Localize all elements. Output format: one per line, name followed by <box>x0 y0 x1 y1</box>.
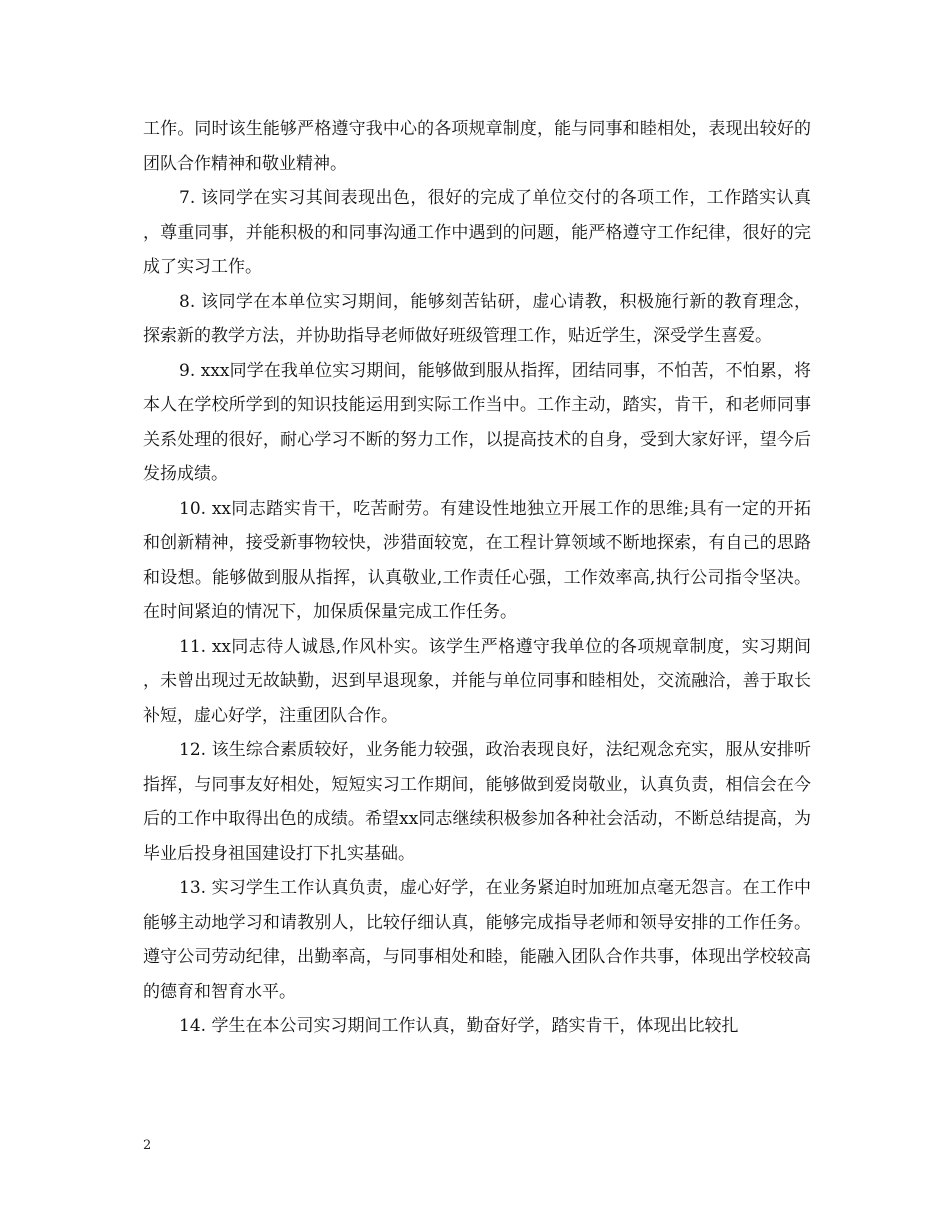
paragraph: 11. xx同志待人诚恳,作风朴实。该学生严格遵守我单位的各项规章制度，实习期间，未曾出现过无故缺勤，迟到早退现象，并能与单位同事和睦相处，交流融洽，善于取长补短，虚心好学，注重团队合作。 <box>143 636 811 726</box>
paragraph: 10. xx同志踏实肯干，吃苦耐劳。有建设性地独立开展工作的思维;具有一定的开拓和创新精神，接受新事物较快，涉猎面较宽，在工程计算领域不断地探索，有自己的思路和设想。能够做到服从指挥，认真敬业,工作责任心强，工作效率高,执行公司指令坚决。在时间紧迫的情况下，加保质保量完成工作任务。 <box>143 498 811 622</box>
paragraph: 13. 实习学生工作认真负责，虚心好学，在业务紧迫时加班加点毫无怨言。在工作中能够主动地学习和请教别人，比较仔细认真，能够完成指导老师和领导安排的工作任务。遵守公司劳动纪律，出勤率高，与同事相处和睦，能融入团队合作共事，体现出学校较高的德育和智育水平。 <box>143 878 811 1002</box>
page-number: 2 <box>143 1138 152 1153</box>
paragraph: 12. 该生综合素质较好，业务能力较强，政治表现良好，法纪观念充实，服从安排听指挥，与同事友好相处，短短实习工作期间，能够做到爱岗敬业，认真负责，相信会在今后的工作中取得出色的成绩。希望xx同志继续积极参加各种社会活动，不断总结提高，为毕业后投身祖国建设打下扎实基础。 <box>143 740 811 864</box>
paragraph: 9. xxx同学在我单位实习期间，能够做到服从指挥，团结同事，不怕苦，不怕累，将本人在学校所学到的知识技能运用到实际工作当中。工作主动，踏实，肯干，和老师同事关系处理的很好，耐心学习不断的努力工作，以提高技术的自身，受到大家好评，望今后发扬成绩。 <box>143 360 811 484</box>
paragraph: 8. 该同学在本单位实习期间，能够刻苦钻研，虚心请教，积极施行新的教育理念，探索新的教学方法，并协助指导老师做好班级管理工作，贴近学生，深受学生喜爱。 <box>143 291 811 346</box>
paragraph: 工作。同时该生能够严格遵守我中心的各项规章制度，能与同事和睦相处，表现出较好的团队合作精神和敬业精神。 <box>143 119 811 174</box>
paragraph: 14. 学生在本公司实习期间工作认真，勤奋好学，踏实肯干，体现出比较扎 <box>179 1016 739 1036</box>
document-body <box>143 112 811 1044</box>
paragraph: 7. 该同学在实习其间表现出色，很好的完成了单位交付的各项工作，工作踏实认真，尊重同事，并能积极的和同事沟通工作中遇到的问题，能严格遵守工作纪律，很好的完成了实习工作。 <box>143 188 811 277</box>
